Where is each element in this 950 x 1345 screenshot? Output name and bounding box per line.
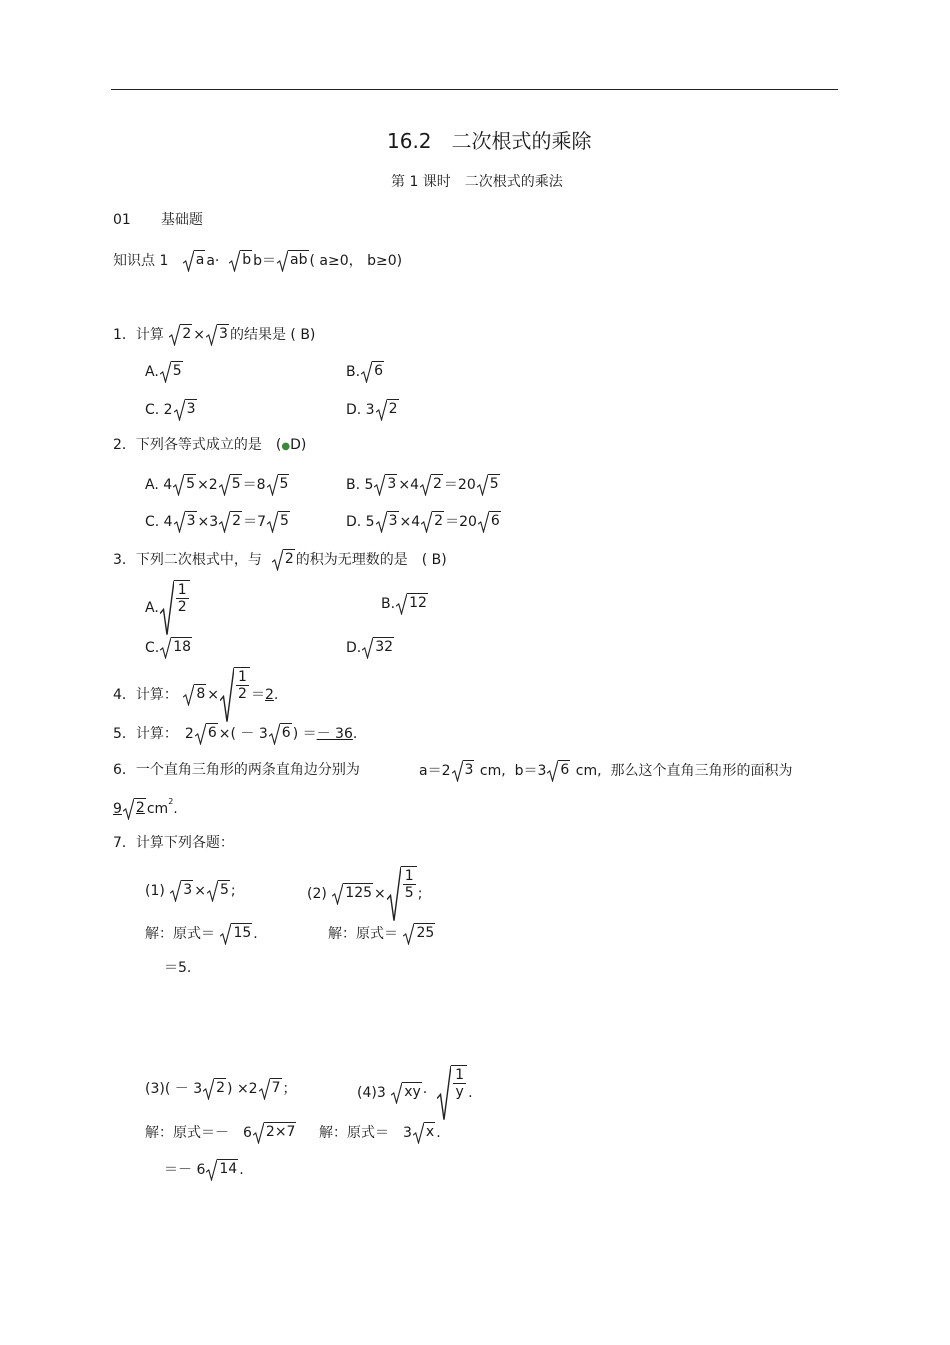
- sqrt: 3: [170, 880, 193, 902]
- sqrt: 7: [259, 1078, 282, 1100]
- sqrt: 125: [332, 883, 373, 905]
- sqrt: 6: [547, 760, 570, 782]
- sqrt: $\frac{1}{2}$: [220, 667, 250, 723]
- knowledge-text: a·: [206, 253, 220, 269]
- sqrt-b: b: [229, 250, 252, 272]
- header-rule: [111, 89, 838, 90]
- sqrt: 3: [206, 324, 229, 346]
- question-5: 5．计算： 2 6 ×( － 3 6 ) ＝－ 36.: [113, 723, 357, 745]
- section-heading: [113, 210, 203, 230]
- q7-part-3: (3)( － 3 2 ) ×2 7 ；: [145, 1078, 297, 1100]
- question-1: 1．计算 2 × 3 的结果是 ( B): [113, 324, 315, 346]
- sqrt: 6: [361, 361, 384, 383]
- sqrt: 5: [207, 880, 230, 902]
- q1-option-c: C. 2 3: [145, 399, 198, 421]
- sqrt: $\frac{1}{y}$: [437, 1065, 467, 1121]
- page-subtitle: 第 1 课时 二次根式的乘法: [391, 174, 563, 190]
- sqrt: 2: [123, 798, 146, 820]
- q7-part-2-solution: 解：原式＝ 25: [328, 923, 436, 945]
- sqrt: 2: [169, 324, 192, 346]
- q2-option-b: B. 5 3 ×4 2 ＝20 5: [346, 474, 501, 496]
- sqrt: 2: [421, 511, 444, 533]
- sqrt: 2: [272, 549, 295, 571]
- sqrt: 6: [269, 723, 292, 745]
- sqrt: 3: [452, 760, 475, 782]
- sqrt: 6: [478, 511, 501, 533]
- answer: 2: [264, 687, 274, 703]
- knowledge-point: [113, 250, 402, 272]
- sqrt: x: [413, 1122, 435, 1144]
- question-3: 3．下列二次根式中，与 2 的积为无理数的是 ( B): [113, 549, 447, 571]
- q7-part-1: (1) 3 × 5 ;: [145, 880, 236, 902]
- answer: － 36: [316, 726, 353, 742]
- q7-part-2: (2) 125 × $\frac{1}{5}$ ;: [307, 866, 422, 922]
- question-7: 7．计算下列各题：: [113, 835, 234, 851]
- sqrt: xy: [391, 1082, 422, 1104]
- section-number: 01: [113, 212, 131, 228]
- sqrt: $\frac{1}{5}$: [387, 866, 417, 922]
- sqrt: 2: [420, 474, 443, 496]
- knowledge-label: 知识点 1: [113, 253, 169, 269]
- q1-option-d: D. 3 2: [346, 399, 400, 421]
- q3-option-d: D. 32: [346, 637, 395, 659]
- sqrt: 2: [219, 511, 242, 533]
- sqrt: 2: [203, 1078, 226, 1100]
- q3-option-b: B. 12: [381, 593, 429, 615]
- q3-option-c: C. 18: [145, 637, 193, 659]
- q2-option-d: D. 5 3 ×4 2 ＝20 6: [346, 511, 502, 533]
- sqrt: $\frac{1}{2}$: [160, 580, 190, 636]
- sqrt: 3: [376, 511, 399, 533]
- question-6-answer: 9 2 $cm^2$.: [113, 798, 178, 820]
- sqrt: 8: [183, 684, 206, 706]
- sqrt: 2: [376, 399, 399, 421]
- q3-option-a: A. $\frac{1}{2}$: [145, 580, 191, 636]
- sqrt: 15: [220, 923, 252, 945]
- knowledge-text: ( a≥0， b≥0): [309, 253, 403, 269]
- sqrt: 3: [374, 474, 397, 496]
- sqrt: 3: [174, 511, 197, 533]
- q7-part-4-solution: 解：原式＝ 3 x .: [319, 1122, 441, 1144]
- q7-part-3-result: ＝－ 6 14 .: [164, 1159, 244, 1181]
- sqrt: 14: [206, 1159, 238, 1181]
- q7-part-1-solution: 解：原式＝ 15 .: [145, 923, 258, 945]
- sqrt: 18: [160, 637, 192, 659]
- q1-option-b: B. 6: [346, 361, 385, 383]
- sqrt: 3: [174, 399, 197, 421]
- sqrt: 6: [195, 723, 218, 745]
- sqrt: 5: [267, 511, 290, 533]
- sqrt: 5: [477, 474, 500, 496]
- question-6-values: a＝2 3 cm, b＝3 6 cm, 那么这个直角三角形的面积为: [419, 760, 792, 782]
- sqrt-ab: ab: [277, 250, 308, 272]
- sqrt: 5: [173, 474, 196, 496]
- sqrt: 5: [267, 474, 290, 496]
- q7-part-4: (4)3 xy · $\frac{1}{y}$ .: [357, 1065, 473, 1121]
- sqrt: 5: [160, 361, 183, 383]
- sqrt: 25: [403, 923, 435, 945]
- sqrt: 12: [396, 593, 428, 615]
- q2-option-a: A. 4 5 ×2 5 ＝8 5: [145, 474, 290, 496]
- sqrt: 2×7: [253, 1122, 297, 1144]
- section-name: 基础题: [160, 212, 203, 228]
- question-4: 4．计算： 8 × $\frac{1}{2}$ ＝2.: [113, 667, 278, 723]
- sqrt-a: a: [183, 250, 206, 272]
- q7-part-3-solution: 解：原式＝－ 6 2×7: [145, 1122, 297, 1144]
- question-6: 6．一个直角三角形的两条直角边分别为: [113, 762, 360, 778]
- q7-part-2-result: ＝5.: [164, 960, 192, 976]
- q1-option-a: A. 5: [145, 361, 184, 383]
- sqrt: 32: [362, 637, 394, 659]
- page-title: 16.2 二次根式的乘除: [387, 129, 592, 153]
- knowledge-text: b＝: [253, 253, 277, 269]
- q2-option-c: C. 4 3 ×3 2 ＝7 5: [145, 511, 291, 533]
- sqrt: 5: [219, 474, 242, 496]
- question-2: 2．下列各等式成立的是 (●D): [113, 437, 307, 453]
